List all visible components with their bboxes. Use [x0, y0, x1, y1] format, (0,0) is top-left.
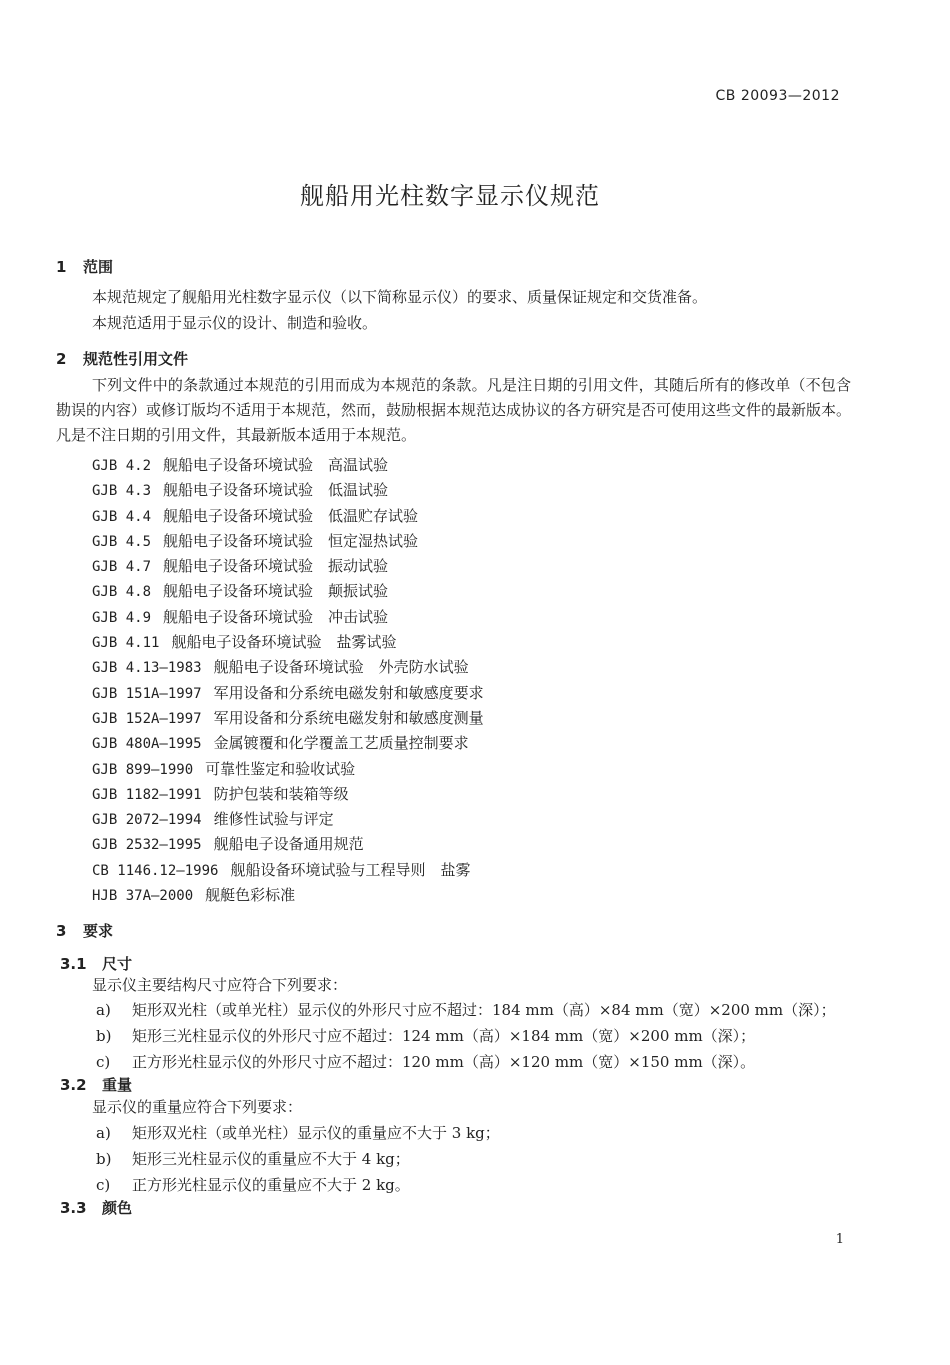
reference-title: 舰船电子设备通用规范 — [213, 835, 364, 854]
reference-title: 舰船电子设备环境试验 外壳防水试验 — [213, 658, 469, 677]
item-text: 正方形光柱显示仪的重量应不大于 2 kg。 — [132, 1176, 410, 1194]
reference-item — [92, 706, 484, 731]
reference-item — [92, 807, 484, 832]
reference-item — [92, 529, 484, 554]
dimensions-list — [96, 997, 836, 1075]
list-item — [96, 997, 836, 1023]
reference-code: GJB 4.11 — [92, 635, 160, 652]
reference-code: GJB 1182—1991 — [92, 786, 202, 803]
reference-code: GJB 480A—1995 — [92, 736, 202, 753]
dimensions-intro: 显示仪主要结构尺寸应符合下列要求： — [92, 976, 348, 994]
reference-item — [92, 883, 484, 908]
reference-code: CB 1146.12—1996 — [92, 862, 219, 879]
reference-title: 军用设备和分系统电磁发射和敏感度要求 — [213, 683, 484, 702]
reference-item — [92, 757, 484, 782]
item-text: 矩形双光柱（或单光柱）显示仪的外形尺寸应不超过：184 mm（高）×84 mm（宽）×200 mm（深）； — [132, 1001, 836, 1019]
reference-title: 舰船电子设备环境试验 振动试验 — [163, 557, 389, 576]
reference-item — [92, 453, 484, 478]
reference-code: GJB 152A—1997 — [92, 710, 202, 727]
list-item — [96, 1049, 836, 1075]
subsection-number: 3.2 — [60, 1076, 87, 1094]
subsection-3-2-heading — [60, 1074, 132, 1095]
reference-list — [92, 453, 484, 908]
reference-code: GJB 2532—1995 — [92, 837, 202, 854]
item-marker: a) — [96, 1124, 111, 1142]
section-1-heading — [56, 256, 113, 277]
section-title: 规范性引用文件 — [83, 350, 189, 368]
reference-title: 舰船电子设备环境试验 高温试验 — [163, 456, 389, 474]
item-marker: a) — [96, 1001, 111, 1019]
item-text: 矩形三光柱显示仪的重量应不大于 4 kg； — [132, 1150, 410, 1168]
reference-code: GJB 4.13—1983 — [92, 660, 202, 677]
reference-item — [92, 655, 484, 680]
section-title: 范围 — [83, 258, 114, 276]
reference-code: HJB 37A—2000 — [92, 888, 194, 905]
reference-title: 维修性试验与评定 — [213, 810, 334, 829]
reference-code: GJB 4.8 — [92, 584, 152, 601]
reference-item — [92, 579, 484, 604]
reference-title: 舰船电子设备环境试验 冲击试验 — [163, 607, 389, 626]
reference-code: GJB 4.7 — [92, 559, 152, 576]
reference-code: GJB 2072—1994 — [92, 812, 202, 829]
scope-paragraph-2: 本规范适用于显示仪的设计、制造和验收。 — [92, 314, 378, 332]
document-title: 舰船用光柱数字显示仪规范 — [300, 182, 600, 210]
weight-intro: 显示仪的重量应符合下列要求： — [92, 1098, 303, 1116]
reference-item — [92, 630, 484, 655]
page-number: 1 — [835, 1232, 844, 1247]
list-item — [96, 1172, 500, 1198]
standard-code: CB 20093—2012 — [715, 88, 840, 104]
subsection-title: 重量 — [102, 1076, 133, 1094]
reference-title: 防护包装和装箱等级 — [213, 784, 349, 803]
list-item — [96, 1120, 500, 1146]
reference-item — [92, 605, 484, 630]
reference-item — [92, 681, 484, 706]
reference-item — [92, 832, 484, 857]
reference-title: 舰船设备环境试验与工程导则 盐雾 — [230, 860, 471, 879]
reference-code: GJB 4.2 — [92, 458, 152, 474]
reference-code: GJB 4.5 — [92, 533, 152, 550]
reference-title: 舰船电子设备环境试验 恒定湿热试验 — [163, 531, 419, 550]
item-marker: c) — [96, 1176, 111, 1194]
reference-item — [92, 478, 484, 503]
section-number: 1 — [56, 258, 67, 276]
reference-title: 舰船电子设备环境试验 低温试验 — [163, 481, 389, 500]
scope-paragraph-1: 本规范规定了舰船用光柱数字显示仪（以下简称显示仪）的要求、质量保证规定和交货准备。 — [92, 288, 708, 306]
reference-item — [92, 782, 484, 807]
subsection-title: 尺寸 — [102, 955, 133, 973]
section-number: 2 — [56, 350, 67, 368]
reference-title: 舰艇色彩标准 — [205, 886, 296, 905]
list-item — [96, 1146, 500, 1172]
reference-code: GJB 899—1990 — [92, 761, 194, 778]
list-item — [96, 1023, 836, 1049]
item-marker: b) — [96, 1150, 112, 1168]
item-text: 矩形三光柱显示仪的外形尺寸应不超过：124 mm（高）×184 mm（宽）×200 mm（深）； — [132, 1027, 756, 1045]
reference-title: 舰船电子设备环境试验 盐雾试验 — [171, 633, 397, 652]
reference-item — [92, 504, 484, 529]
subsection-number: 3.3 — [60, 1199, 87, 1217]
subsection-3-1-heading — [60, 953, 132, 974]
reference-code: GJB 4.9 — [92, 609, 152, 626]
item-marker: c) — [96, 1053, 111, 1071]
reference-title: 舰船电子设备环境试验 颠振试验 — [163, 582, 389, 601]
section-title: 要求 — [83, 922, 114, 940]
references-intro: 下列文件中的条款通过本规范的引用而成为本规范的条款。凡是注日期的引用文件，其随后所有的修改单（不包含勘误的内容）或修订版均不适用于本规范，然而，鼓励根据本规范达成协议的各方研究是否可使用这些文件的最新版本。凡是不注日期的引用文件，其最新版本适用于本规范。 — [56, 376, 852, 444]
item-text: 矩形双光柱（或单光柱）显示仪的重量应不大于 3 kg； — [132, 1124, 500, 1142]
reference-code: GJB 4.3 — [92, 483, 152, 500]
reference-code: GJB 151A—1997 — [92, 685, 202, 702]
reference-code: GJB 4.4 — [92, 508, 152, 525]
reference-title: 军用设备和分系统电磁发射和敏感度测量 — [213, 708, 484, 727]
reference-title: 金属镀覆和化学覆盖工艺质量控制要求 — [213, 734, 469, 753]
reference-item — [92, 731, 484, 756]
section-3-heading — [56, 920, 113, 941]
item-marker: b) — [96, 1027, 112, 1045]
weight-list — [96, 1120, 500, 1198]
reference-item — [92, 858, 484, 883]
subsection-3-3-heading — [60, 1197, 132, 1218]
reference-title: 可靠性鉴定和验收试验 — [205, 759, 356, 778]
section-2-heading — [56, 348, 188, 369]
item-text: 正方形光柱显示仪的外形尺寸应不超过：120 mm（高）×120 mm（宽）×150 mm（深）。 — [132, 1053, 756, 1071]
reference-item — [92, 554, 484, 579]
section-number: 3 — [56, 922, 67, 940]
subsection-number: 3.1 — [60, 955, 87, 973]
subsection-title: 颜色 — [102, 1199, 133, 1217]
reference-title: 舰船电子设备环境试验 低温贮存试验 — [163, 506, 419, 525]
